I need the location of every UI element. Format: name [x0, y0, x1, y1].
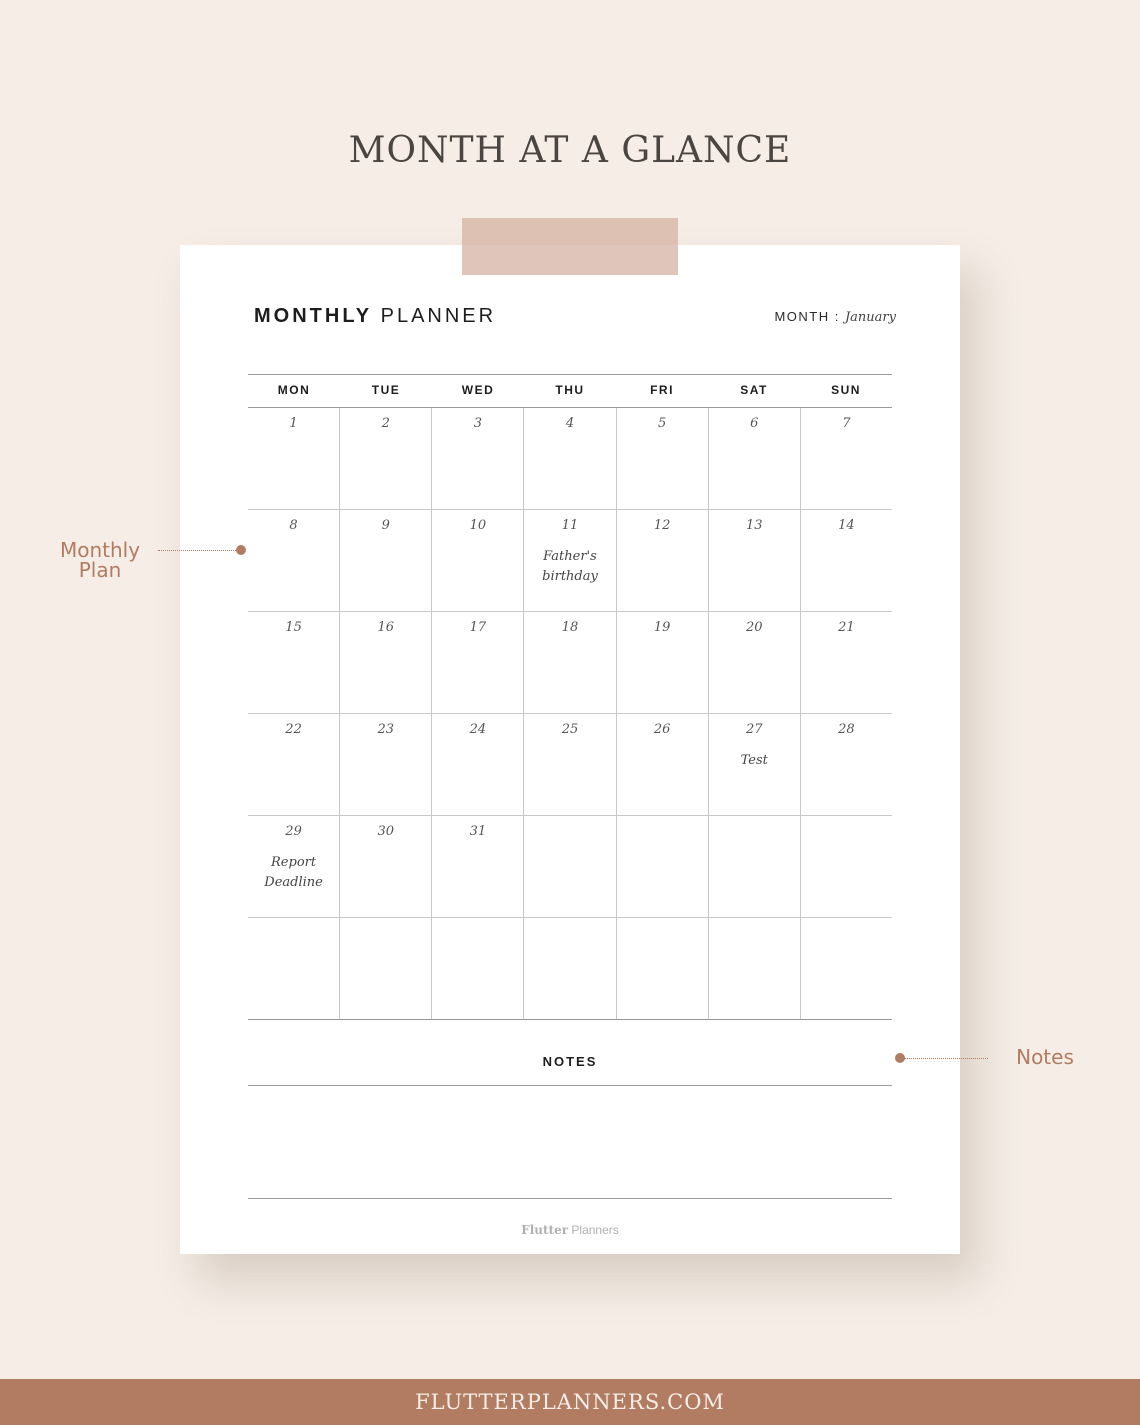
month-value: January [844, 310, 896, 325]
day-cell[interactable] [432, 510, 524, 611]
day-number: 20 [746, 620, 763, 635]
day-number: 24 [469, 722, 487, 737]
weekday-label: THU [555, 383, 585, 397]
day-number: 16 [377, 620, 394, 635]
day-number: 14 [838, 518, 855, 533]
calendar-week-row [248, 510, 892, 612]
day-cell[interactable] [340, 612, 432, 713]
day-cell[interactable] [617, 612, 709, 713]
day-number: 7 [842, 416, 851, 431]
weekday-label: FRI [650, 383, 674, 397]
day-number: 8 [289, 518, 298, 533]
day-number: 29 [285, 824, 302, 839]
planner-title [254, 305, 496, 328]
calendar-week-row [248, 714, 892, 816]
calendar-week-row [248, 816, 892, 918]
day-number: 5 [657, 416, 667, 431]
calendar-grid [248, 374, 892, 1020]
day-cell[interactable] [340, 918, 432, 1019]
calendar-weeks [248, 408, 892, 1020]
notes-heading: NOTES [248, 1045, 892, 1086]
day-cell[interactable] [709, 612, 801, 713]
day-number: 10 [469, 518, 487, 533]
planner-title-bold: MONTHLY [254, 305, 373, 327]
day-cell[interactable] [617, 510, 709, 611]
day-cell[interactable] [248, 918, 340, 1019]
day-cell[interactable] [801, 918, 892, 1019]
day-cell[interactable] [340, 714, 432, 815]
day-number: 26 [653, 722, 671, 737]
planner-title-light: PLANNER [380, 305, 497, 327]
day-cell[interactable] [340, 816, 432, 917]
day-number: 18 [561, 620, 579, 635]
day-number: 22 [285, 722, 302, 737]
callout-leader-line [158, 550, 236, 551]
day-number: 6 [750, 416, 759, 431]
washi-tape [462, 218, 678, 275]
day-number: 28 [838, 722, 855, 737]
day-number: 21 [838, 620, 855, 635]
day-number: 15 [285, 620, 302, 635]
day-cell[interactable] [801, 612, 892, 713]
weekday-label: SUN [831, 383, 861, 397]
day-number: 3 [473, 416, 482, 431]
day-number: 9 [381, 518, 390, 533]
calendar-week-row [248, 918, 892, 1020]
callout-leader-line [904, 1058, 988, 1059]
footer-banner: FLUTTERPLANNERS.COM [0, 1379, 1140, 1425]
day-cell[interactable] [248, 612, 340, 713]
day-cell[interactable] [709, 918, 801, 1019]
day-event-note: Test [740, 753, 768, 768]
callout-dot [236, 545, 246, 555]
day-number: 4 [565, 416, 575, 431]
day-cell[interactable] [524, 714, 616, 815]
day-cell[interactable] [617, 408, 709, 509]
day-cell[interactable] [432, 714, 524, 815]
callout-notes: Notes [1016, 1045, 1074, 1069]
day-number: 17 [469, 620, 487, 635]
day-cell[interactable] [248, 408, 340, 509]
weekday-label: WED [461, 383, 495, 397]
day-cell[interactable] [709, 714, 801, 815]
weekday-label: SAT [740, 383, 768, 397]
day-cell[interactable] [801, 510, 892, 611]
day-cell[interactable] [709, 816, 801, 917]
month-field [774, 309, 896, 325]
day-cell[interactable] [340, 408, 432, 509]
day-cell[interactable] [617, 918, 709, 1019]
calendar-week-row [248, 612, 892, 714]
day-cell[interactable] [709, 408, 801, 509]
notes-area [248, 1086, 892, 1199]
day-number: 19 [653, 620, 671, 635]
brand-light: Planners [571, 1223, 619, 1237]
day-number: 31 [469, 824, 487, 839]
day-cell[interactable] [524, 816, 616, 917]
day-number: 27 [746, 722, 763, 737]
day-cell[interactable] [248, 816, 340, 917]
page-title: MONTH AT A GLANCE [348, 130, 792, 171]
day-cell[interactable] [524, 918, 616, 1019]
day-cell[interactable] [617, 714, 709, 815]
day-number: 1 [289, 416, 298, 431]
callout-monthly-plan: Monthly Plan [59, 538, 141, 582]
day-cell[interactable] [617, 816, 709, 917]
day-cell[interactable] [801, 408, 892, 509]
day-cell[interactable] [432, 918, 524, 1019]
day-cell[interactable] [432, 816, 524, 917]
day-cell[interactable] [801, 714, 892, 815]
day-cell[interactable] [432, 408, 524, 509]
day-number: 12 [653, 518, 671, 533]
day-event-note: Father's birthday [542, 549, 598, 584]
day-number: 13 [746, 518, 763, 533]
day-cell[interactable] [524, 510, 616, 611]
weekday-header [248, 374, 892, 408]
day-number: 25 [561, 722, 579, 737]
calendar-week-row [248, 408, 892, 510]
day-cell[interactable] [432, 612, 524, 713]
callout-dot [895, 1053, 905, 1063]
brand-mark [180, 1223, 960, 1237]
day-cell[interactable] [248, 714, 340, 815]
weekday-label: MON [277, 383, 311, 397]
day-cell[interactable] [709, 510, 801, 611]
day-number: 30 [377, 824, 394, 839]
day-number: 2 [381, 416, 390, 431]
weekday-label: TUE [371, 383, 401, 397]
day-cell[interactable] [801, 816, 892, 917]
day-cell[interactable] [524, 612, 616, 713]
month-label: MONTH : [774, 309, 840, 324]
brand-bold: Flutter [521, 1223, 569, 1237]
day-event-note: Report Deadline [264, 855, 323, 890]
day-number: 11 [561, 518, 579, 533]
day-cell[interactable] [340, 510, 432, 611]
planner-sheet [180, 245, 960, 1254]
day-number: 23 [377, 722, 394, 737]
day-cell[interactable] [524, 408, 616, 509]
day-cell[interactable] [248, 510, 340, 611]
